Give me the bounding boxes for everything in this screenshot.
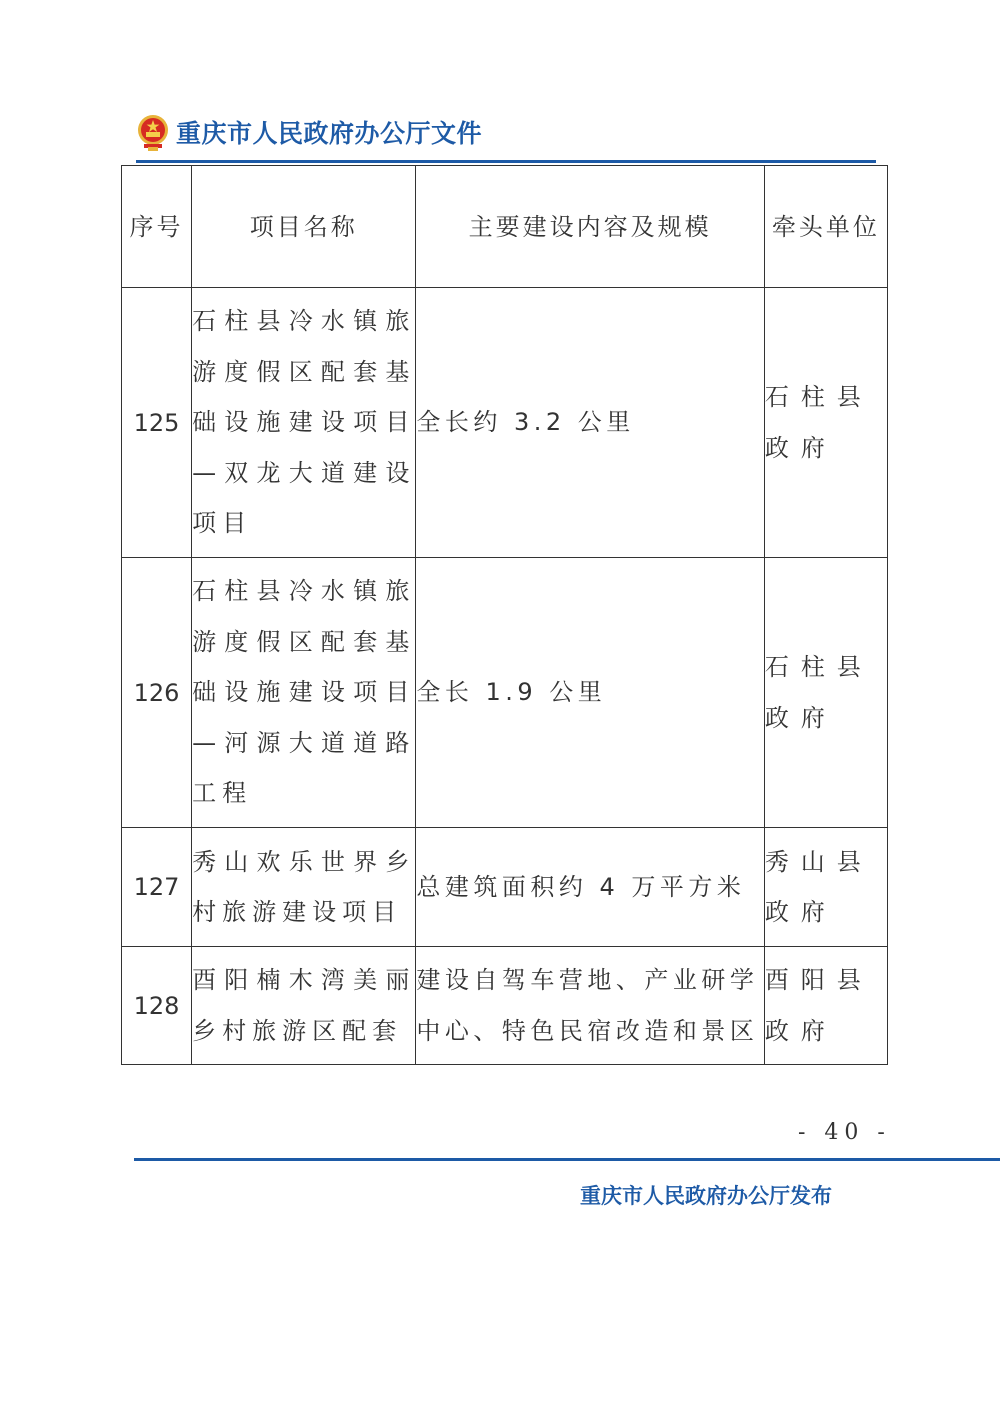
header-divider <box>136 160 876 163</box>
table-row <box>122 947 888 1065</box>
row-name: 酉阳楠木湾美丽乡村旅游区配套 <box>192 947 416 1065</box>
row-name: 石柱县冷水镇旅游度假区配套基础设施建设项目—双龙大道建设项目 <box>192 288 416 558</box>
header-no: 序号 <box>122 166 192 288</box>
table-header-row <box>122 166 888 288</box>
row-content: 总建筑面积约 4 万平方米 <box>416 828 764 947</box>
row-no: 127 <box>122 828 192 947</box>
row-content: 全长约 3.2 公里 <box>416 288 764 558</box>
table-row <box>122 288 888 558</box>
national-emblem-icon <box>136 112 170 152</box>
table-row <box>122 828 888 947</box>
row-lead: 酉阳县政府 <box>764 947 887 1065</box>
header-content: 主要建设内容及规模 <box>416 166 764 288</box>
footer-divider <box>134 1158 1000 1161</box>
row-content: 全长 1.9 公里 <box>416 558 764 828</box>
row-no: 126 <box>122 558 192 828</box>
row-content: 建设自驾车营地、产业研学中心、特色民宿改造和景区 <box>416 947 764 1065</box>
document-header <box>136 110 482 154</box>
row-lead: 石柱县政府 <box>764 288 887 558</box>
header-name: 项目名称 <box>192 166 416 288</box>
row-lead: 秀山县政府 <box>764 828 887 947</box>
row-name: 秀山欢乐世界乡村旅游建设项目 <box>192 828 416 947</box>
page-number: - 40 - <box>798 1120 891 1145</box>
header-lead: 牵头单位 <box>764 166 887 288</box>
table-row <box>122 558 888 828</box>
header-title: 重庆市人民政府办公厅文件 <box>176 119 483 148</box>
row-no: 128 <box>122 947 192 1065</box>
row-lead: 石柱县政府 <box>764 558 887 828</box>
row-name: 石柱县冷水镇旅游度假区配套基础设施建设项目—河源大道道路工程 <box>192 558 416 828</box>
row-no: 125 <box>122 288 192 558</box>
project-table <box>121 165 888 1065</box>
footer-publisher: 重庆市人民政府办公厅发布 <box>580 1183 832 1208</box>
